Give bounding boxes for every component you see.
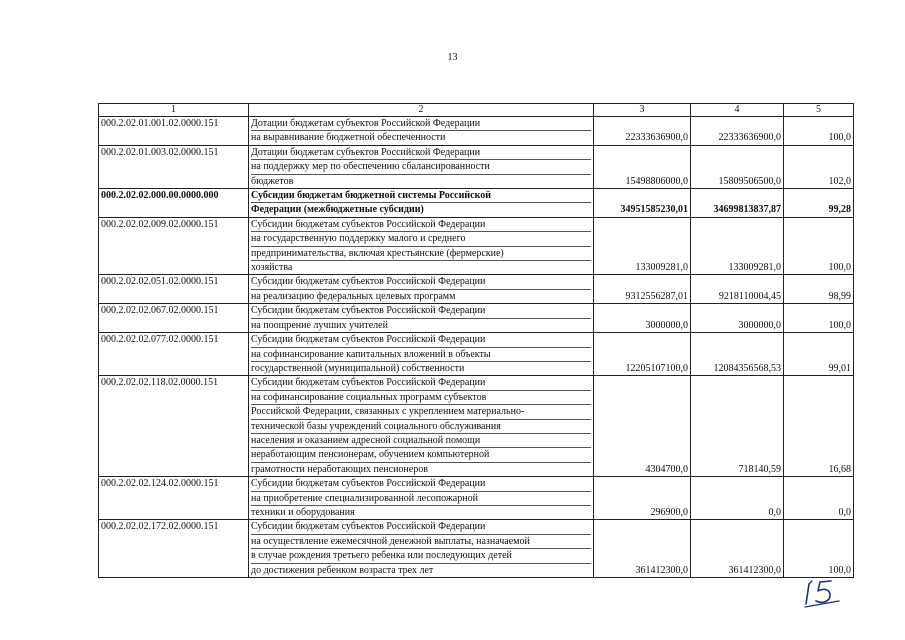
description-cell	[249, 520, 594, 578]
budget-code-cell: 000.2.02.02.077.02.0000.151	[99, 333, 249, 376]
page-number: 13	[447, 52, 458, 63]
budget-code-cell: 000.2.02.02.051.02.0000.151	[99, 275, 249, 304]
description-line: на поддержку мер по обеспечению сбалансированности	[251, 160, 591, 174]
description-line: до достижения ребенком возраста трех лет	[251, 564, 434, 576]
budget-code-cell: 000.2.02.02.118.02.0000.151	[99, 376, 249, 477]
description-line: населения и оказанием адресной социальной помощи	[251, 434, 591, 448]
percent-cell: 99,01	[784, 333, 854, 376]
budget-table	[98, 103, 854, 578]
percent-cell: 100,0	[784, 117, 854, 146]
description-line: Субсидии бюджетам субъектов Российской Федерации	[251, 376, 591, 390]
description-line: Российской Федерации, связанных с укреплением материально-	[251, 405, 591, 419]
budget-code-cell: 000.2.02.02.000.00.0000.000	[99, 189, 249, 218]
description-line: Субсидии бюджетам субъектов Российской Федерации	[251, 520, 591, 534]
description-cell	[249, 189, 594, 218]
planned-amount-cell: 15498806000,0	[594, 145, 691, 188]
budget-code-cell: 000.2.02.02.124.02.0000.151	[99, 477, 249, 520]
budget-code-cell: 000.2.02.01.003.02.0000.151	[99, 145, 249, 188]
table-body	[99, 117, 854, 578]
description-line: технической базы учреждений социального обслуживания	[251, 420, 591, 434]
planned-amount-cell: 9312556287,01	[594, 275, 691, 304]
header-row	[99, 104, 854, 117]
actual-amount-cell: 3000000,0	[691, 304, 784, 333]
table-row	[99, 275, 854, 304]
description-line: предпринимательства, включая крестьянские (фермерские)	[251, 247, 591, 261]
description-line: Дотации бюджетам субъектов Российской Федерации	[251, 117, 591, 131]
description-line: Субсидии бюджетам субъектов Российской Федерации	[251, 218, 591, 232]
table-row	[99, 145, 854, 188]
table-row	[99, 189, 854, 218]
planned-amount-cell: 3000000,0	[594, 304, 691, 333]
header-cell-4: 4	[691, 104, 784, 117]
description-cell	[249, 217, 594, 275]
description-cell	[249, 117, 594, 146]
description-line: Федерации (межбюджетные субсидии)	[251, 204, 424, 216]
description-line: в случае рождения третьего ребенка или последующих детей	[251, 549, 591, 563]
table-row	[99, 117, 854, 146]
description-line: на приобретение специализированной лесопожарной	[251, 492, 591, 506]
description-line: Субсидии бюджетам субъектов Российской Федерации	[251, 275, 591, 289]
description-line: на софинансирование капитальных вложений в объекты	[251, 348, 591, 362]
planned-amount-cell: 4304700,0	[594, 376, 691, 477]
header-cell-2: 2	[249, 104, 594, 117]
percent-cell: 98,99	[784, 275, 854, 304]
actual-amount-cell: 0,0	[691, 477, 784, 520]
actual-amount-cell: 22333636900,0	[691, 117, 784, 146]
table-row	[99, 304, 854, 333]
actual-amount-cell: 9218110004,45	[691, 275, 784, 304]
planned-amount-cell: 133009281,0	[594, 217, 691, 275]
description-line: Субсидии бюджетам бюджетной системы Российской	[251, 189, 591, 203]
percent-cell: 100,0	[784, 217, 854, 275]
header-cell-3: 3	[594, 104, 691, 117]
description-line: хозяйства	[251, 262, 293, 274]
percent-cell: 0,0	[784, 477, 854, 520]
description-cell	[249, 275, 594, 304]
description-line: техники и оборудования	[251, 506, 355, 518]
description-line: неработающим пенсионерам, обучением компьютерной	[251, 448, 591, 462]
description-line: на осуществление ежемесячной денежной выплаты, назначаемой	[251, 535, 591, 549]
description-line: на софинансирование социальных программ субъектов	[251, 391, 591, 405]
planned-amount-cell: 22333636900,0	[594, 117, 691, 146]
table-row	[99, 217, 854, 275]
description-line: на реализацию федеральных целевых программ	[251, 290, 456, 302]
actual-amount-cell: 34699813837,87	[691, 189, 784, 218]
description-line: на поощрение лучших учителей	[251, 319, 388, 331]
planned-amount-cell: 361412300,0	[594, 520, 691, 578]
handwritten-page-number	[803, 578, 843, 608]
header-cell-1: 1	[99, 104, 249, 117]
description-cell	[249, 376, 594, 477]
budget-code-cell: 000.2.02.02.009.02.0000.151	[99, 217, 249, 275]
actual-amount-cell: 15809506500,0	[691, 145, 784, 188]
percent-cell: 102,0	[784, 145, 854, 188]
description-line: Субсидии бюджетам субъектов Российской Федерации	[251, 333, 591, 347]
table-row	[99, 376, 854, 477]
percent-cell: 99,28	[784, 189, 854, 218]
actual-amount-cell: 718140,59	[691, 376, 784, 477]
description-line: государственной (муниципальной) собственности	[251, 362, 465, 374]
percent-cell: 16,68	[784, 376, 854, 477]
budget-code-cell: 000.2.02.01.001.02.0000.151	[99, 117, 249, 146]
header-cell-5: 5	[784, 104, 854, 117]
budget-code-cell: 000.2.02.02.172.02.0000.151	[99, 520, 249, 578]
table-row	[99, 477, 854, 520]
actual-amount-cell: 133009281,0	[691, 217, 784, 275]
budget-code-cell: 000.2.02.02.067.02.0000.151	[99, 304, 249, 333]
description-line: грамотности неработающих пенсионеров	[251, 463, 428, 475]
table-row	[99, 333, 854, 376]
description-cell	[249, 304, 594, 333]
table-row	[99, 520, 854, 578]
planned-amount-cell: 296900,0	[594, 477, 691, 520]
planned-amount-cell: 34951585230,01	[594, 189, 691, 218]
description-line: на выравнивание бюджетной обеспеченности	[251, 132, 446, 144]
description-line: Субсидии бюджетам субъектов Российской Федерации	[251, 477, 591, 491]
description-line: Дотации бюджетам субъектов Российской Федерации	[251, 146, 591, 160]
description-line: на государственную поддержку малого и среднего	[251, 232, 591, 246]
description-line: Субсидии бюджетам субъектов Российской Федерации	[251, 304, 591, 318]
actual-amount-cell: 12084356568,53	[691, 333, 784, 376]
description-cell	[249, 333, 594, 376]
actual-amount-cell: 361412300,0	[691, 520, 784, 578]
percent-cell: 100,0	[784, 304, 854, 333]
description-line: бюджетов	[251, 175, 294, 187]
percent-cell: 100,0	[784, 520, 854, 578]
planned-amount-cell: 12205107100,0	[594, 333, 691, 376]
description-cell	[249, 477, 594, 520]
description-cell	[249, 145, 594, 188]
